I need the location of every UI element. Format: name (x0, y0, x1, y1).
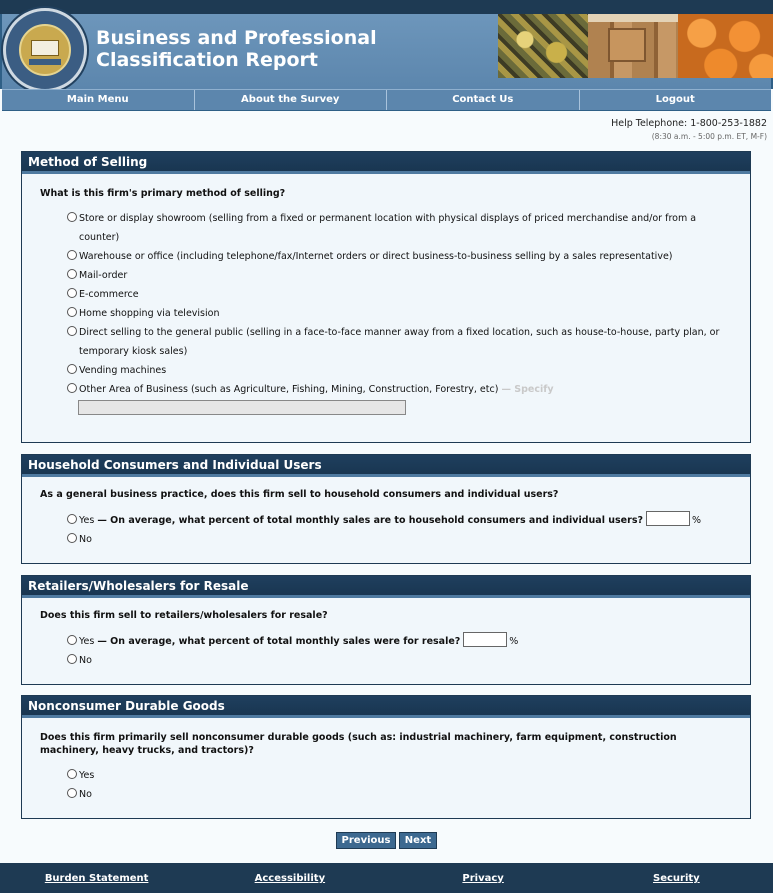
option-label-cont: temporary kiosk sales) (79, 346, 188, 357)
option-vending (67, 361, 737, 380)
option-label: Mail-order (79, 270, 128, 281)
percent-sign: % (691, 515, 702, 526)
option-resale-no (67, 651, 737, 670)
section-durable-goods (21, 695, 751, 819)
radio-warehouse[interactable] (67, 250, 77, 260)
option-label: Store or display showroom (selling from a fixed or permanent location with physical displays of priced merchandise and/or from a (79, 213, 697, 224)
option-label: Vending machines (79, 365, 167, 376)
yes-label: Yes (79, 636, 95, 647)
option-household-no (67, 530, 737, 549)
photo-oranges (678, 14, 773, 78)
yes-label: Yes (79, 770, 95, 781)
option-label: Home shopping via television (79, 308, 220, 319)
question-durable (40, 731, 677, 757)
option-resale-yes (67, 632, 737, 651)
option-store (67, 209, 737, 247)
radio-mail-order[interactable] (67, 269, 77, 279)
section-household (21, 454, 751, 564)
footer-burden-statement[interactable]: Burden Statement (44, 873, 149, 884)
main-nav (2, 89, 771, 111)
help-info (611, 118, 767, 141)
resale-percent-input[interactable] (463, 632, 507, 647)
yes-followup-question: — On average, what percent of total monthly sales are to household consumers and individual users? (97, 515, 643, 526)
footer-accessibility[interactable]: Accessibility (254, 873, 326, 884)
question-selling: What is this firm's primary method of selling? (40, 188, 286, 199)
seal-ribbon (29, 59, 61, 65)
option-other (67, 380, 737, 399)
option-mail-order (67, 266, 737, 285)
question-household: As a general business practice, does this firm sell to household consumers and individual users? (40, 489, 559, 500)
option-household-yes (67, 511, 737, 530)
question-resale: Does this firm sell to retailers/wholesalers for resale? (40, 610, 328, 621)
previous-button[interactable]: Previous (336, 832, 396, 849)
yes-label: Yes (79, 515, 95, 526)
page-title: Business and Professional Classification Report (96, 27, 377, 71)
section-title: Method of Selling (22, 152, 750, 174)
nav-contact-us[interactable]: Contact Us (387, 90, 580, 110)
radio-resale-yes[interactable] (67, 635, 77, 645)
section-title: Nonconsumer Durable Goods (22, 696, 750, 718)
radio-vending[interactable] (67, 364, 77, 374)
radio-store[interactable] (67, 212, 77, 222)
percent-sign: % (509, 636, 519, 647)
help-telephone: Help Telephone: 1-800-253-1882 (611, 118, 767, 129)
radio-home-shopping[interactable] (67, 307, 77, 317)
option-ecommerce (67, 285, 737, 304)
option-durable-yes (67, 766, 737, 785)
photo-boxes (588, 14, 678, 78)
seal-emblem (19, 24, 71, 76)
option-durable-no (67, 785, 737, 804)
radio-resale-no[interactable] (67, 654, 77, 664)
option-direct-selling (67, 323, 737, 361)
question-line: Does this firm primarily sell nonconsumer durable goods (such as: industrial machinery, farm equipment, construction (40, 732, 677, 743)
radio-other[interactable] (67, 383, 77, 393)
footer-nav (0, 863, 773, 893)
footer-privacy[interactable]: Privacy (462, 873, 504, 884)
no-label: No (79, 655, 92, 666)
top-bar (0, 0, 773, 14)
household-percent-input[interactable] (646, 511, 690, 526)
box-shape (608, 28, 646, 62)
section-title: Retailers/Wholesalers for Resale (22, 576, 750, 598)
radio-household-no[interactable] (67, 533, 77, 543)
page-header (0, 14, 773, 89)
nav-main-menu[interactable]: Main Menu (2, 90, 195, 110)
specify-label: — Specify (501, 384, 554, 395)
footer-security[interactable]: Security (653, 873, 700, 884)
option-label: Warehouse or office (including telephone/fax/Internet orders or direct business-to-business selling by a sales representative) (79, 251, 673, 262)
specify-input[interactable] (78, 400, 406, 415)
option-home-shopping (67, 304, 737, 323)
no-label: No (79, 789, 92, 800)
option-label: Direct selling to the general public (selling in a face-to-face manner away from a fixed location, such as house-to-house, party plan, or (79, 327, 720, 338)
section-resale (21, 575, 751, 685)
nav-logout[interactable]: Logout (655, 94, 695, 105)
section-title: Household Consumers and Individual Users (22, 455, 750, 477)
radio-ecommerce[interactable] (67, 288, 77, 298)
radio-durable-no[interactable] (67, 788, 77, 798)
next-button[interactable]: Next (399, 832, 437, 849)
yes-followup-question: — On average, what percent of total monthly sales were for resale? (97, 636, 461, 647)
photo-machinery (498, 14, 588, 78)
radio-direct-selling[interactable] (67, 326, 77, 336)
book-icon (31, 40, 59, 56)
census-seal-logo (3, 8, 87, 92)
help-hours: (8:30 a.m. - 5:00 p.m. ET, M-F) (651, 132, 767, 141)
question-line: machinery, heavy trucks, and tractors)? (40, 745, 254, 756)
nav-about-survey[interactable]: About the Survey (195, 90, 388, 110)
header-photos (498, 14, 773, 78)
option-label: Other Area of Business (such as Agriculture, Fishing, Mining, Construction, Forestry, etc) (79, 384, 499, 395)
option-warehouse (67, 247, 737, 266)
radio-household-yes[interactable] (67, 514, 77, 524)
option-label: E-commerce (79, 289, 139, 300)
option-label-cont: counter) (79, 232, 120, 243)
section-method-of-selling (21, 151, 751, 443)
no-label: No (79, 534, 92, 545)
radio-durable-yes[interactable] (67, 769, 77, 779)
